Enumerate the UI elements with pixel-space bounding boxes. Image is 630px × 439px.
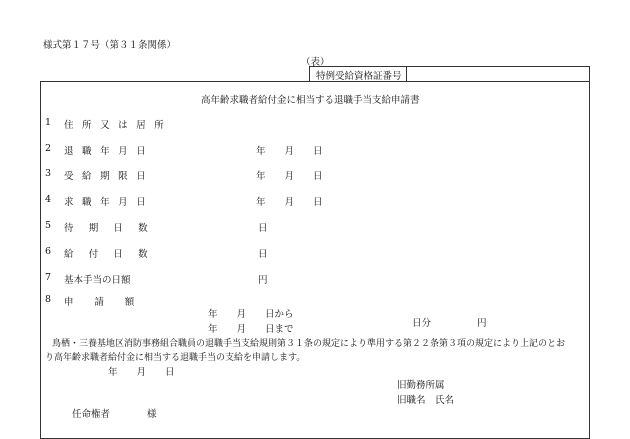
period-from-field[interactable]: 年 月 日から bbox=[208, 309, 294, 320]
form-number: 様式第１７号（第３１条関係） bbox=[43, 40, 177, 51]
daily-allowance-label: 基本手当の日額 bbox=[64, 275, 131, 286]
appointer-honorific: 様 bbox=[147, 409, 157, 420]
former-title-name-label: 旧職名 氏名 bbox=[397, 395, 455, 406]
item-number: 4 bbox=[45, 194, 52, 205]
amount-yen-field[interactable]: 円 bbox=[477, 318, 487, 329]
item-number: 2 bbox=[45, 143, 52, 154]
benefit-days-label: 給付日数 bbox=[64, 249, 163, 260]
statement-line-1: 鳥栖・三養基地区消防事務組合職員の退職手当支給規則第３１条の規定により準用する第２２条第３項の規定により上記のとお bbox=[52, 339, 566, 349]
item-number: 8 bbox=[45, 294, 52, 305]
application-date-field[interactable]: 年 月 日 bbox=[108, 367, 175, 378]
waiting-days-field[interactable]: 日 bbox=[258, 223, 268, 234]
period-to-field[interactable]: 年 月 日まで bbox=[208, 324, 294, 335]
benefit-days-field[interactable]: 日 bbox=[258, 249, 268, 260]
cert-label: 特例受給資格証番号 bbox=[316, 71, 402, 82]
retirement-date-label: 退職年月日 bbox=[64, 146, 155, 157]
appointer-label: 任命権者 bbox=[72, 409, 111, 420]
form-title: 高年齢求職者給付金に相当する退職手当支給申請書 bbox=[201, 95, 420, 106]
job-seeking-date-field[interactable]: 年 月 日 bbox=[256, 197, 323, 208]
statement-line-2: り高年齢求職者給付金に相当する退職手当の支給を申請します。 bbox=[45, 353, 306, 363]
daily-allowance-field[interactable]: 円 bbox=[258, 275, 268, 286]
former-office-label: 旧勤務所属 bbox=[397, 380, 445, 391]
front-marker: （表） bbox=[301, 57, 330, 68]
retirement-date-field[interactable]: 年 月 日 bbox=[256, 146, 323, 157]
item-number: 3 bbox=[45, 168, 52, 179]
address-label: 住所又は居所 bbox=[64, 120, 173, 131]
item-number: 1 bbox=[45, 117, 52, 128]
benefit-deadline-field[interactable]: 年 月 日 bbox=[256, 171, 323, 182]
job-seeking-date-label: 求職年月日 bbox=[64, 197, 155, 208]
waiting-days-label: 待期日数 bbox=[64, 223, 163, 234]
application-amount-label: 申請額 bbox=[64, 297, 156, 308]
period-days-field[interactable]: 日分 bbox=[412, 318, 432, 329]
application-form-frame bbox=[40, 81, 590, 439]
item-number: 7 bbox=[45, 272, 52, 283]
cert-number-field[interactable] bbox=[406, 66, 590, 82]
item-number: 5 bbox=[45, 220, 52, 231]
item-number: 6 bbox=[45, 246, 52, 257]
benefit-deadline-label: 受給期限日 bbox=[64, 171, 155, 182]
cert-label-cell bbox=[309, 66, 407, 82]
